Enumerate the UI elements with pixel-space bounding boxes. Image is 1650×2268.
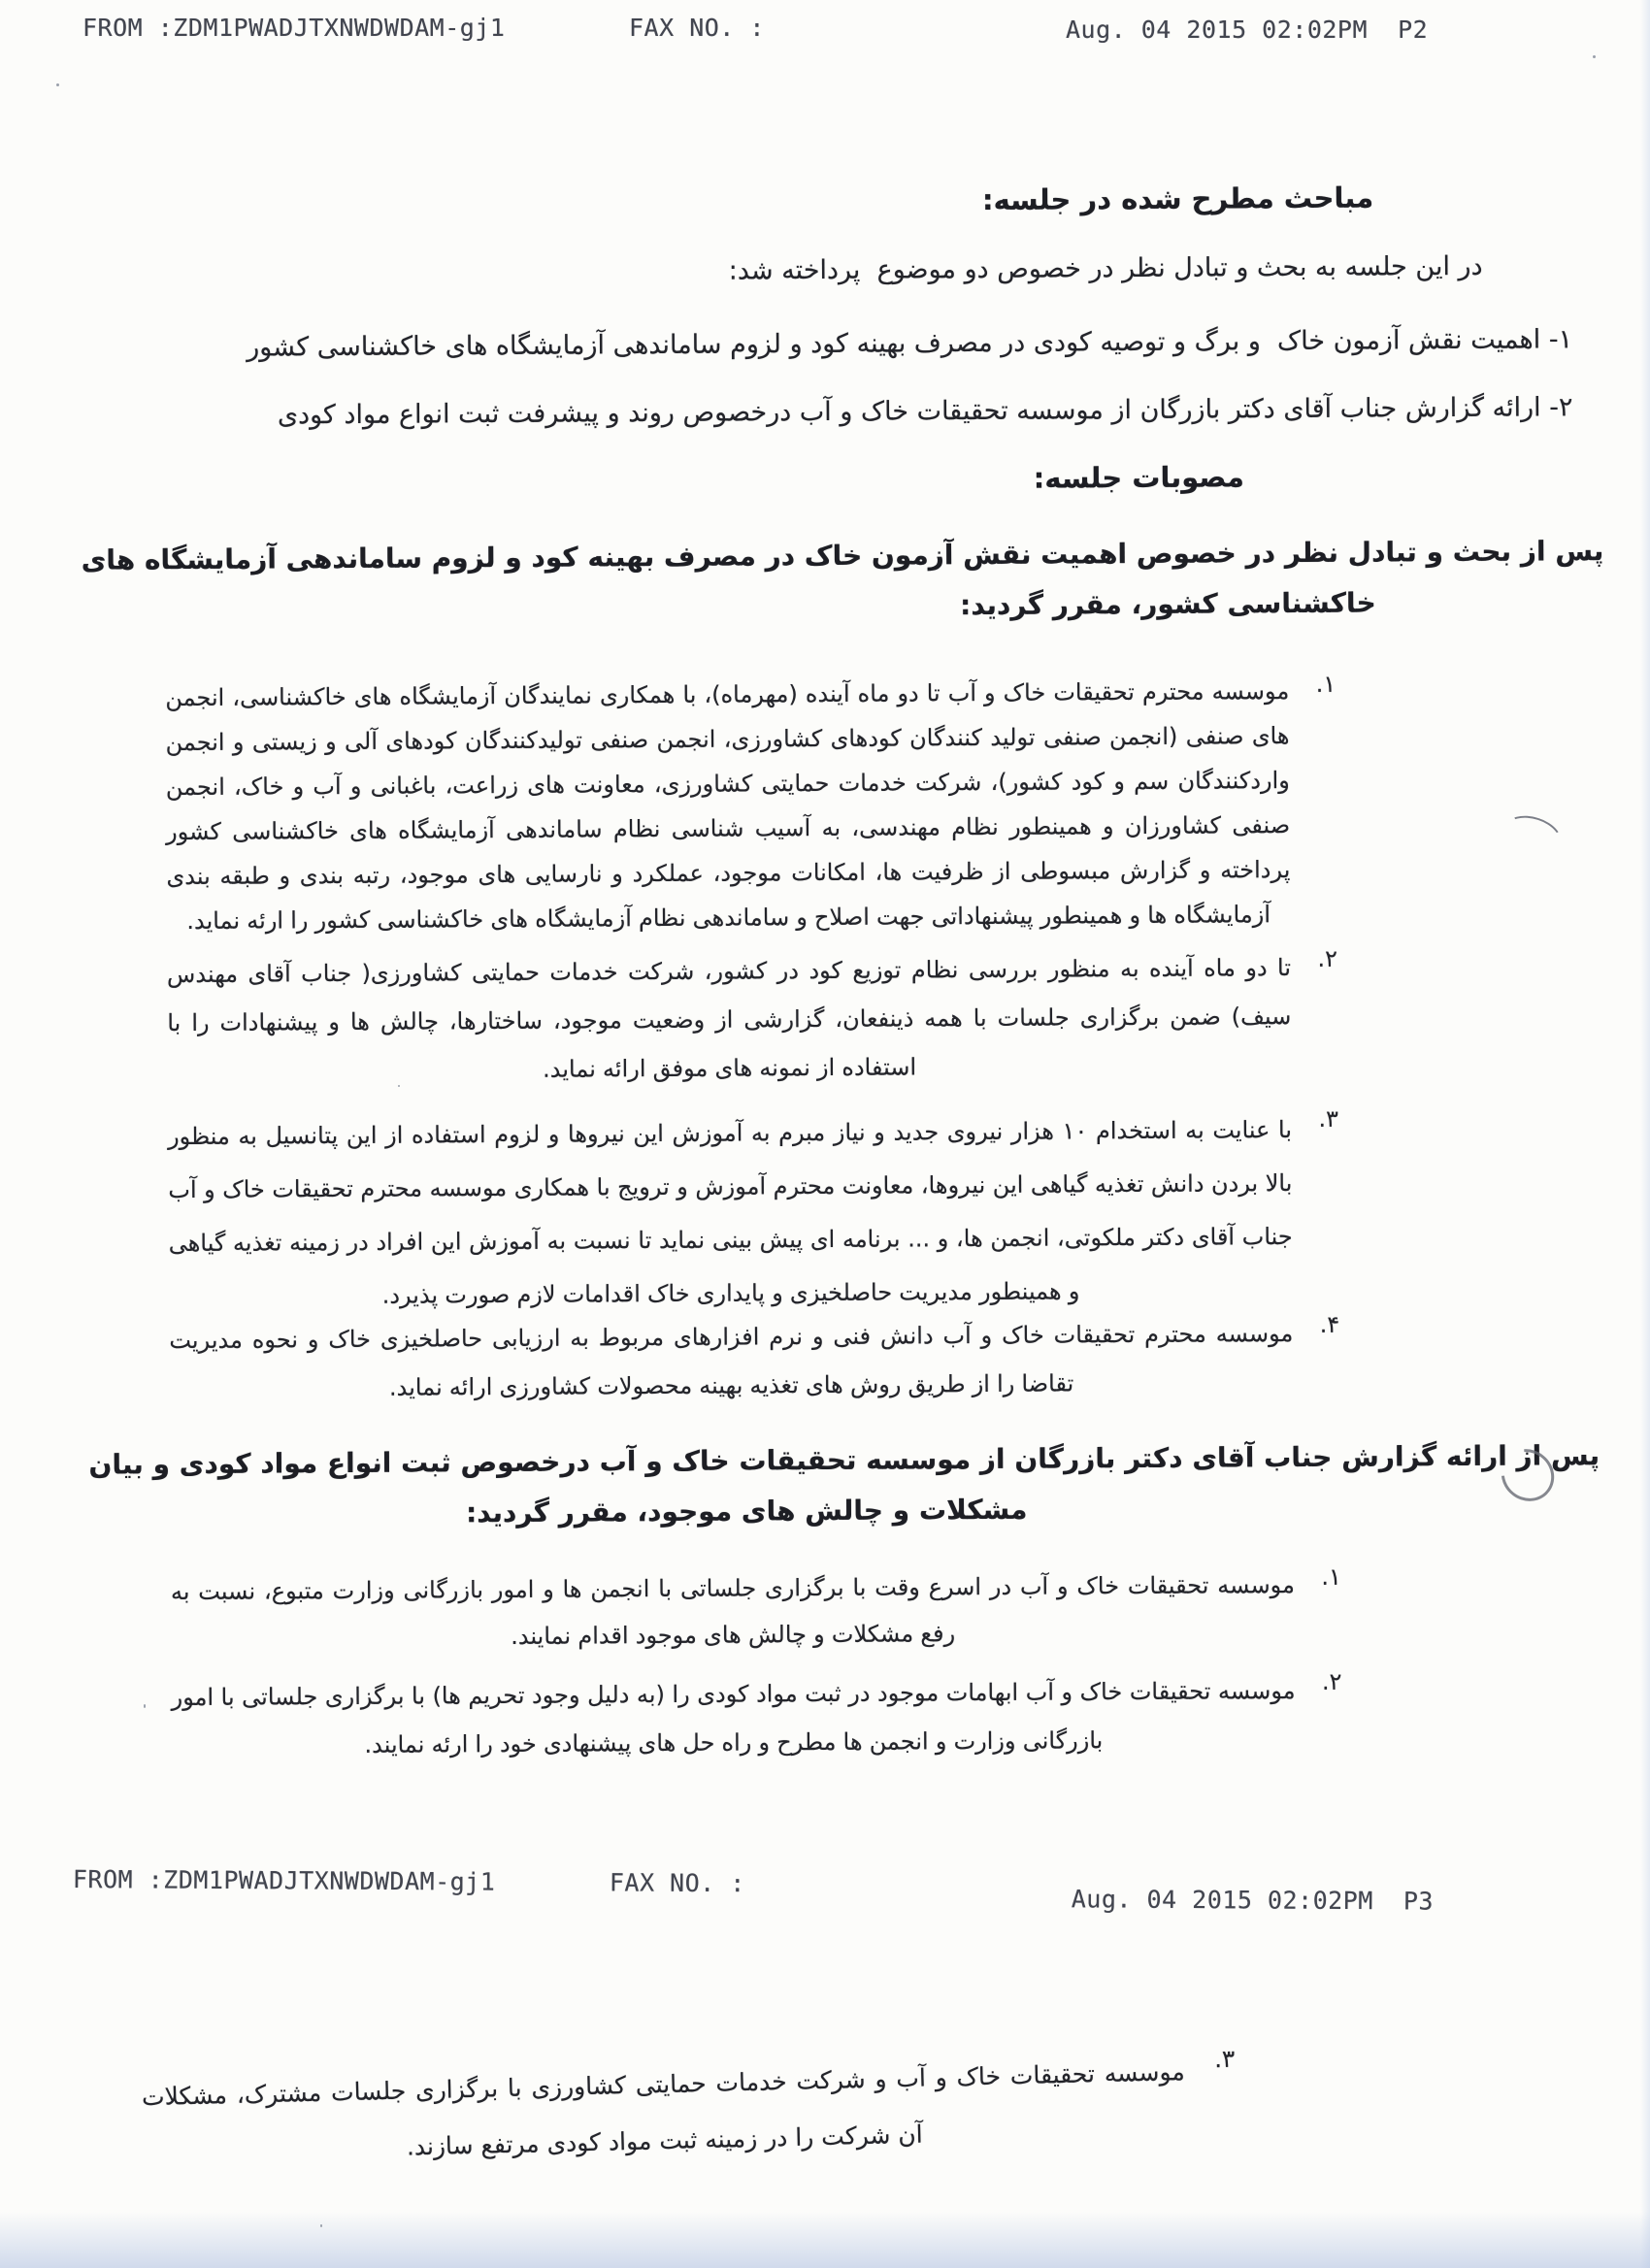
list-number: ۳.: [1318, 1104, 1339, 1133]
resolution-item-1: [165, 669, 1336, 943]
list-number: ۱.: [1321, 1562, 1341, 1591]
discussed-topic-2: ۲- ارائه گزارش جناب آقای دکتر بازرگان از موسسه تحقیقات خاک و آب درخصوص روند و پیشرفت ثبت انواع مواد کودی: [277, 392, 1573, 431]
resolution-item-text: موسسه محترم تحقیقات خاک و آب تا دو ماه آینده (مهرماه)، با همکاری نمایندگان آزمایشگاه های خاکشناسی، انجمن های صنفی (انجمن صنفی تولید کنندگان کودهای کشاورزی، انجمن صنفی تولیدکنندگان کودهای آلی و زیستی و انجمن واردکنندگان سم و کود کشور)، شرکت خدمات حمایتی کشاورزی، معاونت های زراعت، باغبانی و آب و خاک، انجمن صنفی کشاورزان و همینطور نظام مهندسی، به آسیب شناسی نظام ساماندهی آزمایشگاه های خاکشناسی کشور پرداخته و گزارش مبسوطی از ظرفیت ها، امکانات موجود، عملکرد و نارسایی های موجود، رتبه بندی و طبقه بندی آزمایشگاه ها و همینطور پیشنهاداتی جهت اصلاح و ساماندهی نظام آزمایشگاه های خاکشناسی کشور را ارئه نماید.: [165, 677, 1291, 936]
resolution-item-text: تا دو ماه آینده به منظور بررسی نظام توزیع کود در کشور، شرکت خدمات حمایتی کشاورزی( جناب آقای مهندس سیف) ضمن برگزاری جلسات با همه ذینفعان، گزارشی از وضعیت موجود، ساختارها، چالش ها و پیشنهادات را با استفاده از نمونه های موفق ارائه نماید.: [166, 954, 1292, 1083]
scan-speck: [398, 1085, 400, 1087]
resolution-intro-1-line-1: پس از بحث و تبادل نظر در خصوص اهمیت نقش آزمون خاک در مصرف بهینه کود و لزوم ساماندهی آزمایشگاه های: [81, 535, 1604, 576]
scan-speck: [320, 2224, 322, 2227]
fax-timestamp: Aug. 04 2015 02:02PM P2: [1066, 16, 1429, 44]
list-number: ۲.: [1317, 944, 1338, 972]
list-number: ۳.: [1213, 2044, 1236, 2074]
resolution-item-text: موسسه محترم تحقیقات خاک و آب دانش فنی و نرم افزارهای مربوط به ارزیابی حاصلخیزی خاک و نحوه مدیریت تقاضا را از طریق روش های تغذیه بهینه محصولات کشاورزی ارائه نماید.: [169, 1320, 1294, 1401]
resolution-item-text: با عنایت به استخدام ۱۰ هزار نیروی جدید و نیاز مبرم به آموزش این نیروها و لزوم استفاده از این پتانسیل به منظور بالا بردن دانش تغذیه گیاهی این نیروها، معاونت محترم آموزش و ترویج با همکاری موسسه محترم تحقیقات خاک و آب جناب آقای دکتر ملکوتی، انجمن ها، و ... برنامه ای پیش بینی نماید تا نسبت به آموزش این افراد در زمینه تغذیه گیاهی و همینطور مدیریت حاصلخیزی و پایداری خاک اقدامات لازم صورت پذیرد.: [167, 1116, 1293, 1309]
scan-speck: [1593, 55, 1596, 58]
fax-number-label: FAX NO. :: [609, 1868, 745, 1898]
scan-speck: [56, 83, 59, 86]
resolution2-item-1: [170, 1561, 1341, 1661]
resolutions-heading: مصوبات جلسه:: [1033, 460, 1245, 495]
scan-speck: [144, 1704, 146, 1708]
resolution-intro-1-line-2: خاکشناسی کشور، مقرر گردید:: [960, 586, 1376, 622]
resolution-intro-2-line-1: پس از ارائه گزارش جناب آقای دکتر بازرگان از موسسه تحقیقات خاک و آب درخصوص ثبت انواع مواد کودی و بیان: [88, 1439, 1600, 1481]
resolution-item-text: موسسه تحقیقات خاک و آب در اسرع وقت با برگزاری جلساتی با انجمن ها و امور بازرگانی وزارت متبوع، نسبت به رفع مشکلات و چالش های موجود اقدام نمایند.: [170, 1571, 1295, 1650]
scan-bottom-shadow: [0, 2212, 1650, 2268]
fax-from-label: FROM :ZDM1PWADJTXNWDWDAM-gj1: [82, 14, 506, 42]
fax-timestamp: Aug. 04 2015 02:02PM P3: [1071, 1885, 1435, 1916]
fax-from-label: FROM :ZDM1PWADJTXNWDWDAM-gj1: [72, 1864, 496, 1896]
resolution-item-3: [167, 1103, 1339, 1324]
resolution-item-2: [166, 943, 1338, 1096]
list-number: ۴.: [1319, 1310, 1340, 1338]
resolution-item-4: [169, 1309, 1340, 1413]
resolution2-item-2: [171, 1666, 1342, 1770]
scan-edge-shadow: [1640, 0, 1650, 2268]
fax-number-label: FAX NO. :: [629, 14, 765, 42]
resolution-item-text: موسسه تحقیقات خاک و آب و شرکت خدمات حمایتی کشاورزی با برگزاری جلسات مشترک، مشکلات آن شرکت را در زمینه ثبت مواد کودی مرتفع سازند.: [141, 2056, 1186, 2161]
resolution-item-text: موسسه تحقیقات خاک و آب ابهامات موجود در ثبت مواد کودی را (به دلیل وجود تحریم ها) با برگزاری جلساتی با امور بازرگانی وزارت و انجمن ها مطرح و راه حل های پیشنهادی خود را ارئه نمایند.: [171, 1677, 1296, 1759]
discussed-intro-line: در این جلسه به بحث و تبادل نظر در خصوص دو موضوع پرداخته شد:: [728, 250, 1483, 286]
discussed-topics-heading: مباحث مطرح شده در جلسه:: [981, 181, 1374, 216]
list-number: ۲.: [1321, 1667, 1342, 1695]
list-number: ۱.: [1315, 670, 1336, 698]
resolution-intro-2-line-2: مشکلات و چالش های موجود، مقرر گردید:: [465, 1493, 1028, 1529]
discussed-topic-1: ۱- اهمیت نقش آزمون خاک و برگ و توصیه کودی در مصرف بهینه کود و لزوم ساماندهی آزمایشگاه های خاکشناسی کشور: [247, 324, 1573, 363]
